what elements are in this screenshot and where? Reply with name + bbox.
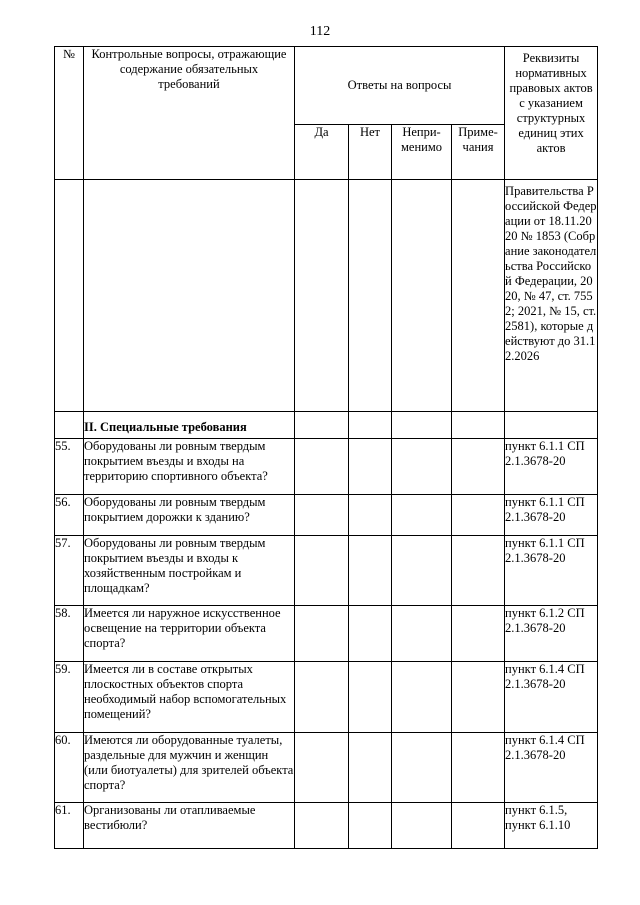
answer-no-cell[interactable] xyxy=(349,536,392,606)
header-not-applicable: Непри- менимо xyxy=(392,125,452,180)
header-notes: Приме- чания xyxy=(452,125,505,180)
notes-cell[interactable] xyxy=(452,803,505,849)
row-number: 55. xyxy=(55,439,84,495)
notes-cell[interactable] xyxy=(452,439,505,495)
row-question: Оборудованы ли ровным твердым покрытием дорожки к зданию? xyxy=(84,495,295,536)
row-question: Организованы ли отапливаемые вестибюли? xyxy=(84,803,295,849)
notes-cell[interactable] xyxy=(452,536,505,606)
section-title: II. Специальные требования xyxy=(84,412,295,439)
row-question: Имеются ли оборудованные туалеты, раздельные для мужчин и женщин (или биотуалеты) для зрителей объекта спорта? xyxy=(84,733,295,803)
answer-yes-cell[interactable] xyxy=(295,803,349,849)
table-row xyxy=(55,606,598,662)
row-number: 57. xyxy=(55,536,84,606)
table-row xyxy=(55,495,598,536)
notes-cell[interactable] xyxy=(452,495,505,536)
row-requisites: пункт 6.1.1 СП 2.1.3678-20 xyxy=(505,495,598,536)
answer-no-cell[interactable] xyxy=(349,662,392,733)
row-requisites: пункт 6.1.4 СП 2.1.3678-20 xyxy=(505,662,598,733)
answer-yes-cell[interactable] xyxy=(295,733,349,803)
header-requisites: Реквизиты нормативных правовых актов с указанием структурных единиц этих актов xyxy=(505,47,598,180)
answer-na-cell[interactable] xyxy=(392,606,452,662)
row-number: 61. xyxy=(55,803,84,849)
continuation-row xyxy=(55,180,598,412)
continuation-requisites: Правительства Российской Федерации от 18.11.2020 № 1853 (Собрание законодательства Российской Федерации, 2020, № 47, ст. 7552; 2021, № 15, ст. 2581), которые действуют до 31.12.2026 xyxy=(505,180,598,412)
answer-no-cell[interactable] xyxy=(349,803,392,849)
table-row xyxy=(55,536,598,606)
answer-na-cell[interactable] xyxy=(392,439,452,495)
row-requisites: пункт 6.1.1 СП 2.1.3678-20 xyxy=(505,439,598,495)
table-row xyxy=(55,662,598,733)
header-yes: Да xyxy=(295,125,349,180)
page-number: 112 xyxy=(309,24,331,39)
answer-no-cell[interactable] xyxy=(349,495,392,536)
answer-no-cell[interactable] xyxy=(349,733,392,803)
answer-yes-cell[interactable] xyxy=(295,536,349,606)
answer-na-cell[interactable] xyxy=(392,662,452,733)
row-question: Оборудованы ли ровным твердым покрытием въезды и входы к хозяйственным постройкам и площадкам? xyxy=(84,536,295,606)
answer-na-cell[interactable] xyxy=(392,495,452,536)
row-requisites: пункт 6.1.4 СП 2.1.3678-20 xyxy=(505,733,598,803)
row-requisites: пункт 6.1.2 СП 2.1.3678-20 xyxy=(505,606,598,662)
answer-yes-cell[interactable] xyxy=(295,606,349,662)
row-requisites: пункт 6.1.1 СП 2.1.3678-20 xyxy=(505,536,598,606)
answer-na-cell[interactable] xyxy=(392,536,452,606)
notes-cell[interactable] xyxy=(452,606,505,662)
table-row xyxy=(55,733,598,803)
answer-no-cell[interactable] xyxy=(349,606,392,662)
header-question: Контрольные вопросы, отражающие содержание обязательных требований xyxy=(84,47,295,180)
checklist-table xyxy=(54,46,598,849)
header-num: № xyxy=(55,47,84,180)
table-row xyxy=(55,439,598,495)
header-answers: Ответы на вопросы xyxy=(295,47,505,125)
row-question: Оборудованы ли ровным твердым покрытием въезды и входы на территорию спортивного объекта? xyxy=(84,439,295,495)
answer-na-cell[interactable] xyxy=(392,733,452,803)
answer-na-cell[interactable] xyxy=(392,803,452,849)
section-row xyxy=(55,412,598,439)
row-number: 60. xyxy=(55,733,84,803)
row-question: Имеется ли в составе открытых плоскостных объектов спорта необходимый набор вспомогательных помещений? xyxy=(84,662,295,733)
row-requisites: пункт 6.1.5, пункт 6.1.10 xyxy=(505,803,598,849)
row-number: 56. xyxy=(55,495,84,536)
notes-cell[interactable] xyxy=(452,662,505,733)
row-number: 59. xyxy=(55,662,84,733)
header-no: Нет xyxy=(349,125,392,180)
row-number: 58. xyxy=(55,606,84,662)
answer-no-cell[interactable] xyxy=(349,439,392,495)
answer-yes-cell[interactable] xyxy=(295,662,349,733)
answer-yes-cell[interactable] xyxy=(295,495,349,536)
answer-yes-cell[interactable] xyxy=(295,439,349,495)
row-question: Имеется ли наружное искусственное освещение на территории объекта спорта? xyxy=(84,606,295,662)
notes-cell[interactable] xyxy=(452,733,505,803)
table-row xyxy=(55,803,598,849)
